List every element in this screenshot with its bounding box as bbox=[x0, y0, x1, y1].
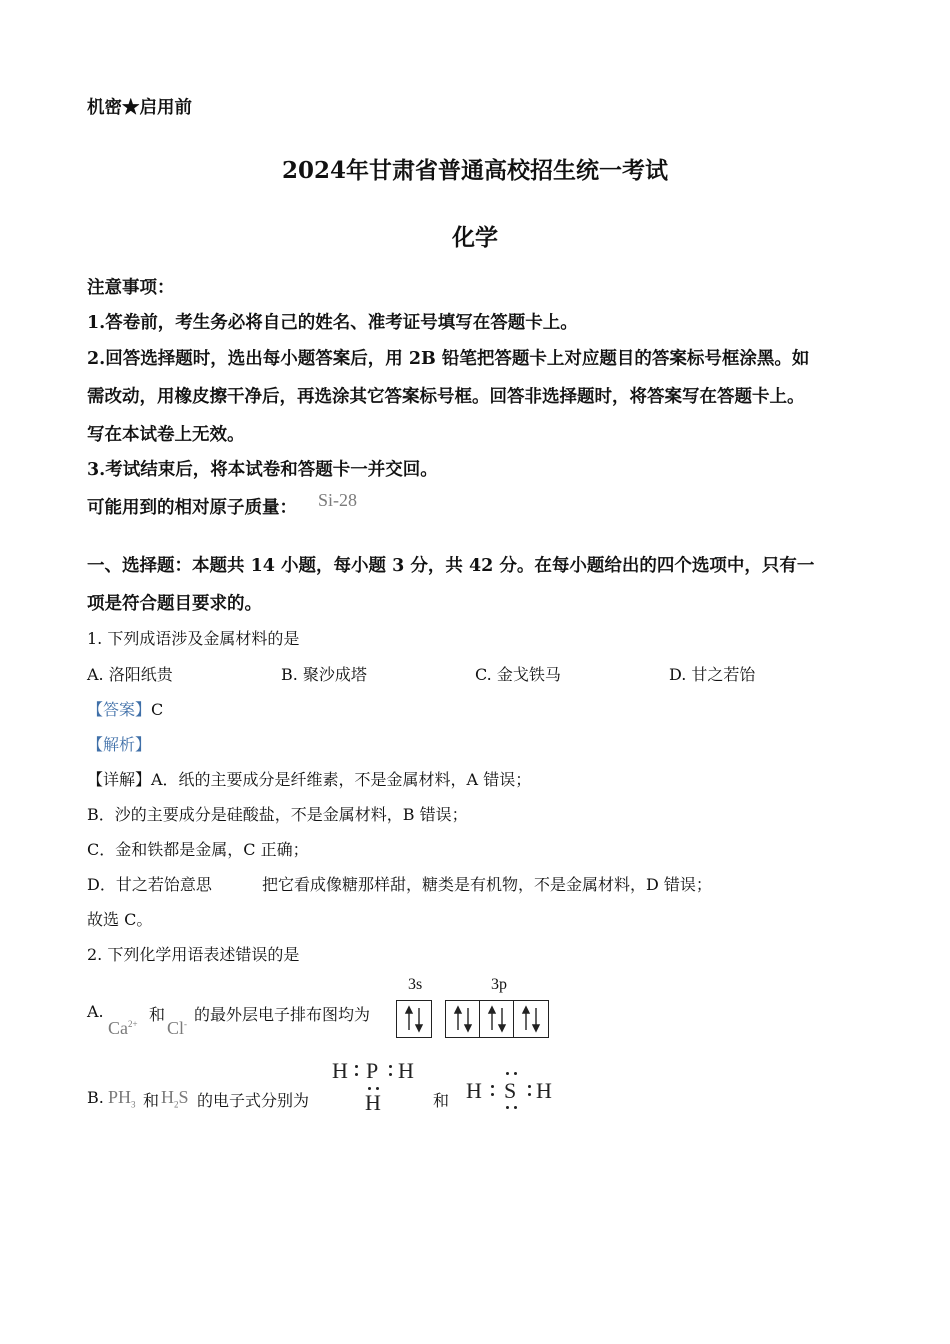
h2s-lewis-structure bbox=[466, 1068, 562, 1114]
electron-dot bbox=[355, 1065, 358, 1068]
ph3-p: P bbox=[366, 1058, 379, 1083]
atomic-mass-label: 可能用到的相对原子质量： bbox=[87, 498, 297, 518]
formula-ph3-main: PH bbox=[108, 1087, 132, 1107]
orbital-3p-label: 3p bbox=[491, 976, 507, 993]
q1-detail-1: 【详解】A．纸的主要成分是纤维素，不是金属材料，A 错误； bbox=[87, 770, 532, 789]
notes-item-1: 1.答卷前，考生务必将自己的姓名、准考证号填写在答题卡上。 bbox=[87, 313, 578, 333]
q2-stem: 2. 下列化学用语表述错误的是 bbox=[87, 945, 300, 964]
atomic-mass-value: Si-28 bbox=[318, 490, 358, 510]
formula-ph3 bbox=[108, 1087, 136, 1110]
formula-h2s-h: H bbox=[161, 1087, 174, 1107]
q2-option-a-text: 的最外层电子排布图均为 bbox=[194, 1005, 371, 1024]
ph3-h-left: H bbox=[332, 1058, 348, 1083]
orbital-3s-label: 3s bbox=[408, 976, 423, 993]
q1-answer-value: C bbox=[151, 700, 164, 719]
confidential-label: 机密★启用前 bbox=[87, 98, 192, 118]
formula-ph3-sub: 3 bbox=[131, 1099, 136, 1110]
electron-dot bbox=[491, 1093, 494, 1096]
ion-chloride bbox=[167, 1018, 187, 1039]
ph3-h-bottom: H bbox=[365, 1090, 381, 1115]
electron-dot bbox=[389, 1065, 392, 1068]
orbital-box-3s bbox=[396, 1000, 432, 1038]
q1-option-c: C. 金戈铁马 bbox=[475, 665, 561, 684]
orbital-cell-3px bbox=[446, 1001, 480, 1037]
q1-detail-4b: 把它看成像糖那样甜，糖类是有机物，不是金属材料，D 错误； bbox=[262, 875, 712, 894]
notes-item-2-line-3: 写在本试卷上无效。 bbox=[87, 425, 245, 445]
electron-dot bbox=[506, 1072, 509, 1075]
electron-dot bbox=[514, 1072, 517, 1075]
analysis-tag: 【解析】 bbox=[87, 735, 152, 754]
electron-dot bbox=[389, 1073, 392, 1076]
ion-calcium bbox=[108, 1018, 138, 1039]
orbital-cell-3py bbox=[480, 1001, 514, 1037]
q2-option-b-label: B. bbox=[87, 1088, 104, 1107]
q1-detail-3: C．金和铁都是金属，C 正确； bbox=[87, 840, 309, 859]
electron-dot bbox=[528, 1085, 531, 1088]
electron-dot bbox=[528, 1093, 531, 1096]
ion-calcium-charge: 2+ bbox=[128, 1019, 138, 1029]
electron-pair-icon bbox=[446, 1001, 480, 1037]
q1-detail-2: B．沙的主要成分是硅酸盐，不是金属材料，B 错误； bbox=[87, 805, 468, 824]
ion-chloride-charge: - bbox=[184, 1019, 188, 1029]
formula-h2s bbox=[161, 1087, 189, 1110]
q1-option-a: A. 洛阳纸贵 bbox=[87, 665, 173, 684]
orbital-cell-3pz bbox=[514, 1001, 548, 1037]
ion-chloride-symbol: Cl bbox=[167, 1018, 185, 1038]
q1-answer-line bbox=[87, 697, 163, 720]
q2-option-a-label: A. bbox=[87, 1002, 104, 1021]
ion-calcium-symbol: Ca bbox=[108, 1018, 128, 1038]
electron-dot bbox=[514, 1106, 517, 1109]
electron-dot bbox=[506, 1106, 509, 1109]
notes-heading: 注意事项： bbox=[87, 278, 175, 298]
electron-pair-icon bbox=[397, 1001, 431, 1037]
h2s-h-right: H bbox=[536, 1078, 552, 1103]
q2-option-b-and-2: 和 bbox=[433, 1091, 450, 1110]
electron-pair-icon bbox=[514, 1001, 548, 1037]
q1-conclusion: 故选 C。 bbox=[87, 910, 153, 929]
answer-tag: 【答案】 bbox=[87, 700, 152, 719]
electron-pair-icon bbox=[480, 1001, 514, 1037]
q1-option-d: D. 甘之若饴 bbox=[669, 665, 756, 684]
notes-item-3: 3.考试结束后，将本试卷和答题卡一并交回。 bbox=[87, 460, 438, 480]
q1-detail-4a: D．甘之若饴意思 bbox=[87, 875, 212, 894]
electron-dot bbox=[376, 1087, 379, 1090]
q2-option-a-and: 和 bbox=[149, 1005, 166, 1024]
ph3-h-right: H bbox=[398, 1058, 414, 1083]
formula-h2s-s: S bbox=[178, 1087, 189, 1107]
q1-option-b: B. 聚沙成塔 bbox=[281, 665, 367, 684]
h2s-s: S bbox=[504, 1078, 517, 1103]
electron-dot bbox=[491, 1085, 494, 1088]
exam-title: 2024年甘肃省普通高校招生统一考试 bbox=[281, 157, 668, 184]
subject-title: 化学 bbox=[452, 224, 498, 251]
q2-option-b-and: 和 bbox=[143, 1091, 160, 1110]
orbital-cell-3s bbox=[397, 1001, 431, 1037]
q2-option-b-text: 的电子式分别为 bbox=[197, 1091, 310, 1110]
orbital-box-3p bbox=[445, 1000, 549, 1038]
electron-dot bbox=[355, 1073, 358, 1076]
formula-h2s-sub: 2 bbox=[174, 1099, 179, 1110]
notes-item-2-line-2: 需改动，用橡皮擦干净后，再选涂其它答案标号框。回答非选择题时，将答案写在答题卡上。 bbox=[87, 387, 805, 407]
h2s-h-left: H bbox=[466, 1078, 482, 1103]
electron-dot bbox=[368, 1087, 371, 1090]
ph3-lewis-structure bbox=[330, 1058, 420, 1118]
q1-stem: 1. 下列成语涉及金属材料的是 bbox=[87, 629, 300, 648]
section-1-line-2: 项是符合题目要求的。 bbox=[87, 594, 262, 614]
section-1-line-1: 一、选择题：本题共 14 小题，每小题 3 分，共 42 分。在每小题给出的四个选项中，只有一 bbox=[87, 556, 815, 576]
notes-item-2-line-1: 2.回答选择题时，选出每小题答案后，用 2B 铅笔把答题卡上对应题目的答案标号框涂黑。如 bbox=[87, 349, 810, 369]
